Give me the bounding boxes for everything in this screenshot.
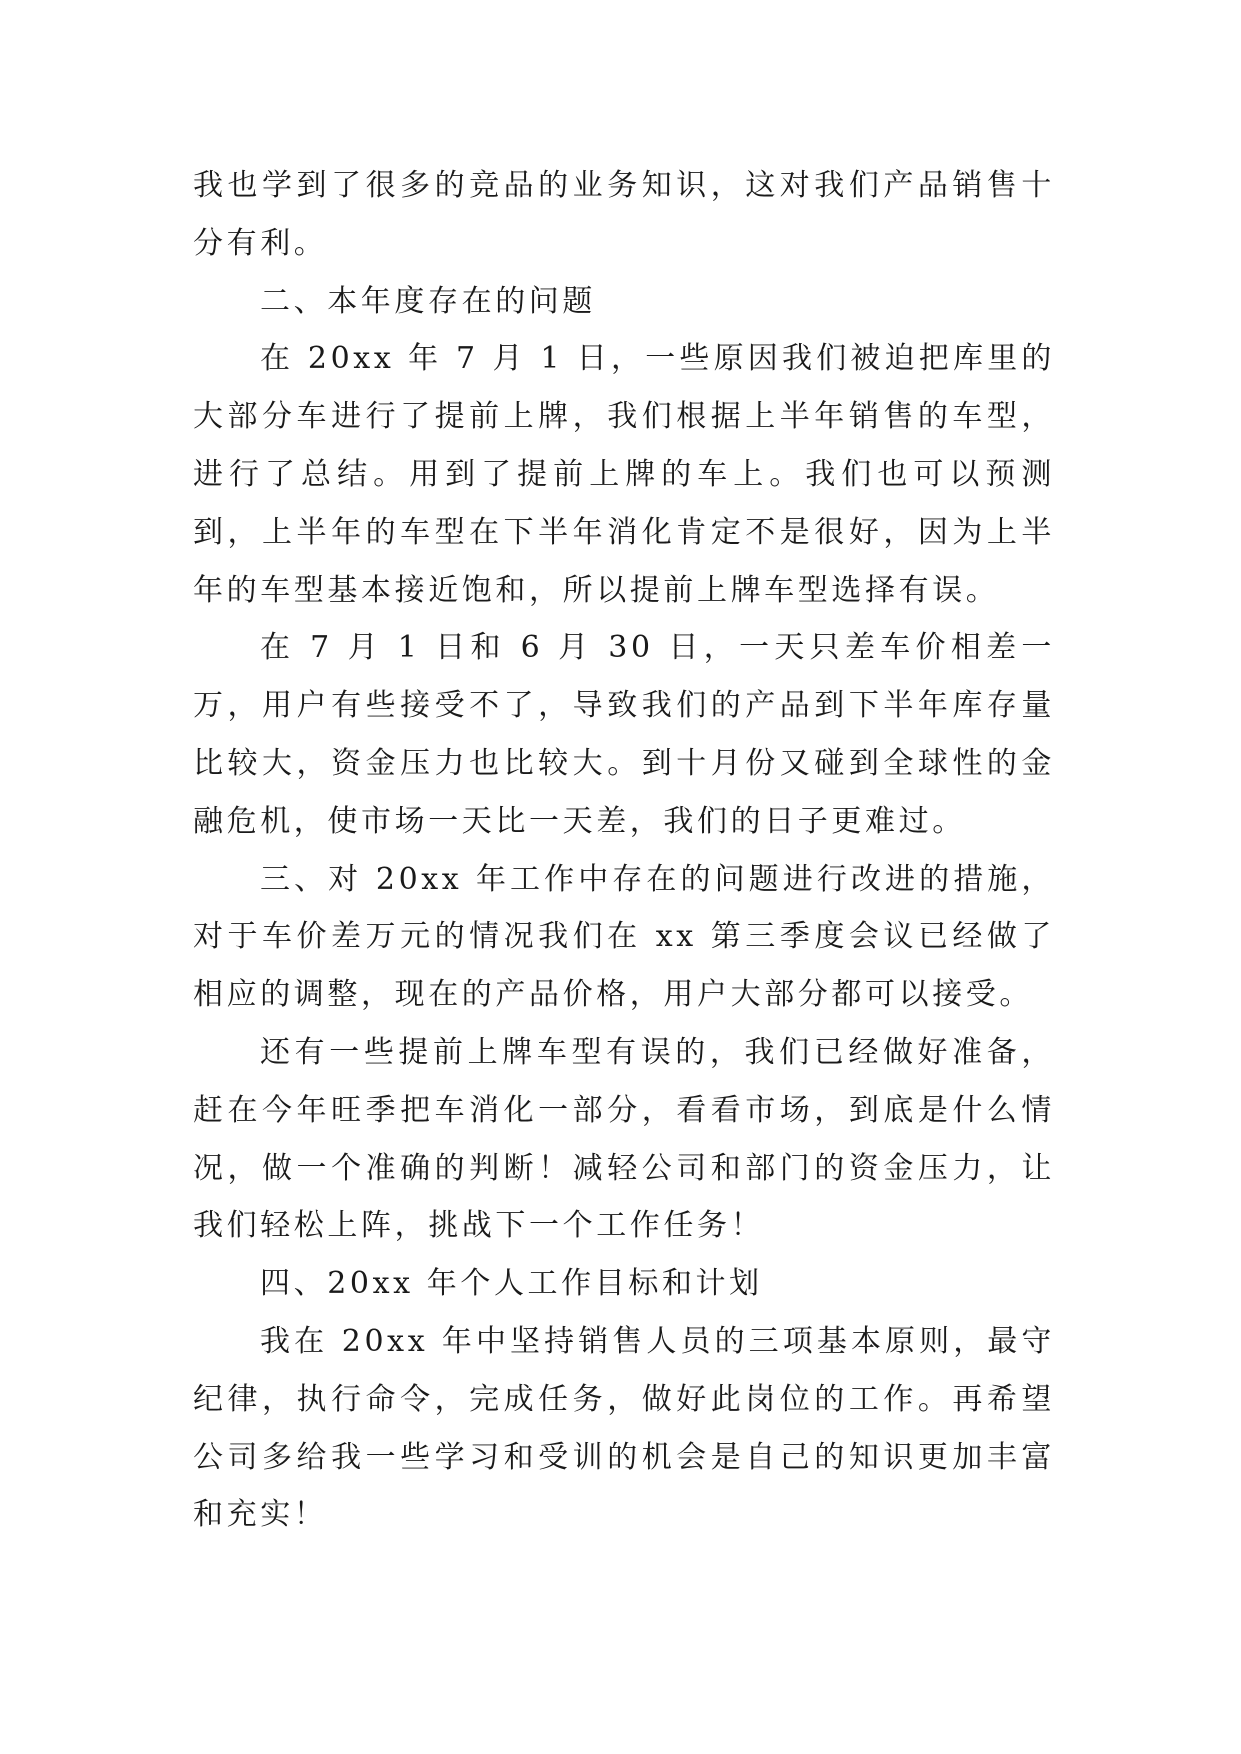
section-heading-improvements: 三、对 20xx 年工作中存在的问题进行改进的措施，对于车价差万元的情况我们在 xx 第三季度会议已经做了相应的调整，现在的产品价格，用户大部分都可以接受。: [193, 861, 1055, 1013]
section-heading-goals: 四、20xx 年个人工作目标和计划: [260, 1266, 763, 1302]
paragraph-preparation: 还有一些提前上牌车型有误的，我们已经做好准备，赶在今年旺季把车消化一部分，看看市场，到底是什么情况，做一个准确的判断！减轻公司和部门的资金压力，让我们轻松上阵，挑战下一个工作任务！: [193, 1034, 1055, 1244]
paragraph-early-registration: 在 20xx 年 7 月 1 日，一些原因我们被迫把库里的大部分车进行了提前上牌，我们根据上半年销售的车型，进行了总结。用到了提前上牌的车上。我们也可以预测到，上半年的车型在下半年消化肯定不是很好，因为上半年的车型基本接近饱和，所以提前上牌车型选择有误。: [193, 341, 1055, 608]
section-heading-problems: 二、本年度存在的问题: [260, 283, 596, 319]
document-body: [193, 157, 1055, 1544]
paragraph-continuation: 我也学到了很多的竞品的业务知识，这对我们产品销售十分有利。: [193, 168, 1055, 261]
paragraph-price-gap: 在 7 月 1 日和 6 月 30 日，一天只差车价相差一万，用户有些接受不了，导致我们的产品到下半年库存量比较大，资金压力也比较大。到十月份又碰到全球性的金融危机，使市场一天比一天差，我们的日子更难过。: [193, 630, 1055, 839]
paragraph-goals: 我在 20xx 年中坚持销售人员的三项基本原则，最守纪律，执行命令，完成任务，做好此岗位的工作。再希望公司多给我一些学习和受训的机会是自己的知识更加丰富和充实！: [193, 1323, 1055, 1533]
